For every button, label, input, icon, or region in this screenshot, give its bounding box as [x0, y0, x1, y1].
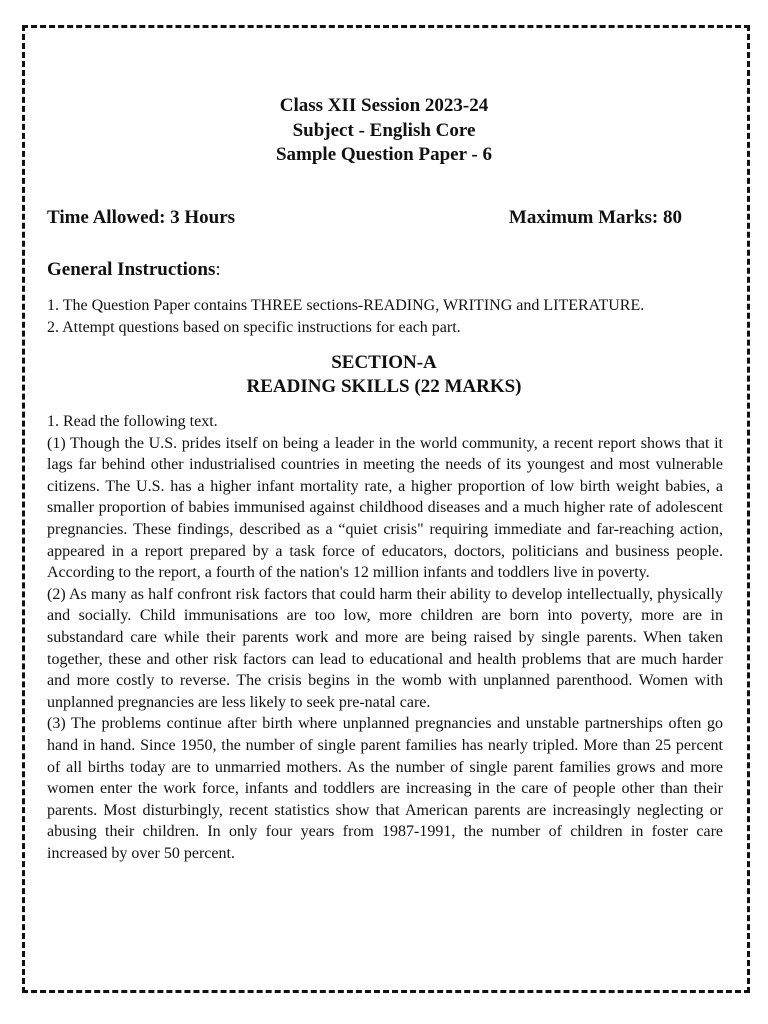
general-instructions-label: General Instructions [47, 259, 216, 280]
exam-meta-row [47, 207, 682, 229]
reading-passage [47, 411, 723, 864]
section-title: SECTION-A [331, 352, 437, 373]
instruction-item: 1. The Question Paper contains THREE sections-READING, WRITING and LITERATURE. [47, 297, 645, 314]
general-instructions-colon: : [215, 259, 221, 280]
section-heading [0, 351, 768, 399]
general-instructions-heading [47, 259, 221, 281]
section-subtitle: READING SKILLS (22 MARKS) [246, 376, 522, 397]
instruction-item: 2. Attempt questions based on specific instructions for each part. [47, 318, 461, 336]
paper-title: Sample Question Paper - 6 [275, 144, 493, 165]
time-allowed: Time Allowed: 3 Hours [47, 207, 236, 228]
question-intro: 1. Read the following text. [47, 413, 218, 430]
maximum-marks: Maximum Marks: 80 [508, 207, 682, 228]
passage-paragraph-2: (2) As many as half confront risk factors that could harm their ability to develop intellectually, physically and socially. Child immunisations are too low, more children are born into poverty, more are in substandard care while their parents work and more are being raised by single parents. When taken together, these and other risk factors can lead to educational and health problems that are much harder and more costly to reverse. The crisis begins in the womb with unplanned parenthood. Women with unplanned pregnancies are less likely to seek pre-natal care. [47, 585, 723, 711]
paper-header [0, 94, 768, 168]
subject-title: Subject - English Core [292, 119, 476, 141]
passage-paragraph-1: (1) Though the U.S. prides itself on being a leader in the world community, a recent report shows that it lags far behind other industrialised countries in meeting the needs of its youngest and most vulnerable citizens. The U.S. has a higher infant mortality rate, a higher proportion of low birth weight babies, a smaller proportion of babies immunised against childhood diseases and a much higher rate of adolescent pregnancies. These findings, described as a “quiet crisis" requiring immediate and far-reaching action, appeared in a report prepared by a task force of educators, doctors, politicians and business people. According to the report, a fourth of the nation's 12 million infants and toddlers live in poverty. [47, 434, 723, 582]
passage-paragraph-3: (3) The problems continue after birth where unplanned pregnancies and unstable partnerships often go hand in hand. Since 1950, the number of single parent families has nearly tripled. More than 25 percent of all births today are to unmarried mothers. As the number of single parent families grows and more women enter the work force, infants and toddlers are increasing in the care of people other than their parents. Most disturbingly, recent statistics show that American parents are increasingly neglecting or abusing their children. In only four years from 1987-1991, the number of children in foster care increased by over 50 percent. [47, 715, 723, 862]
instructions-list [47, 295, 737, 338]
class-session-title: Class XII Session 2023-24 [279, 95, 489, 116]
